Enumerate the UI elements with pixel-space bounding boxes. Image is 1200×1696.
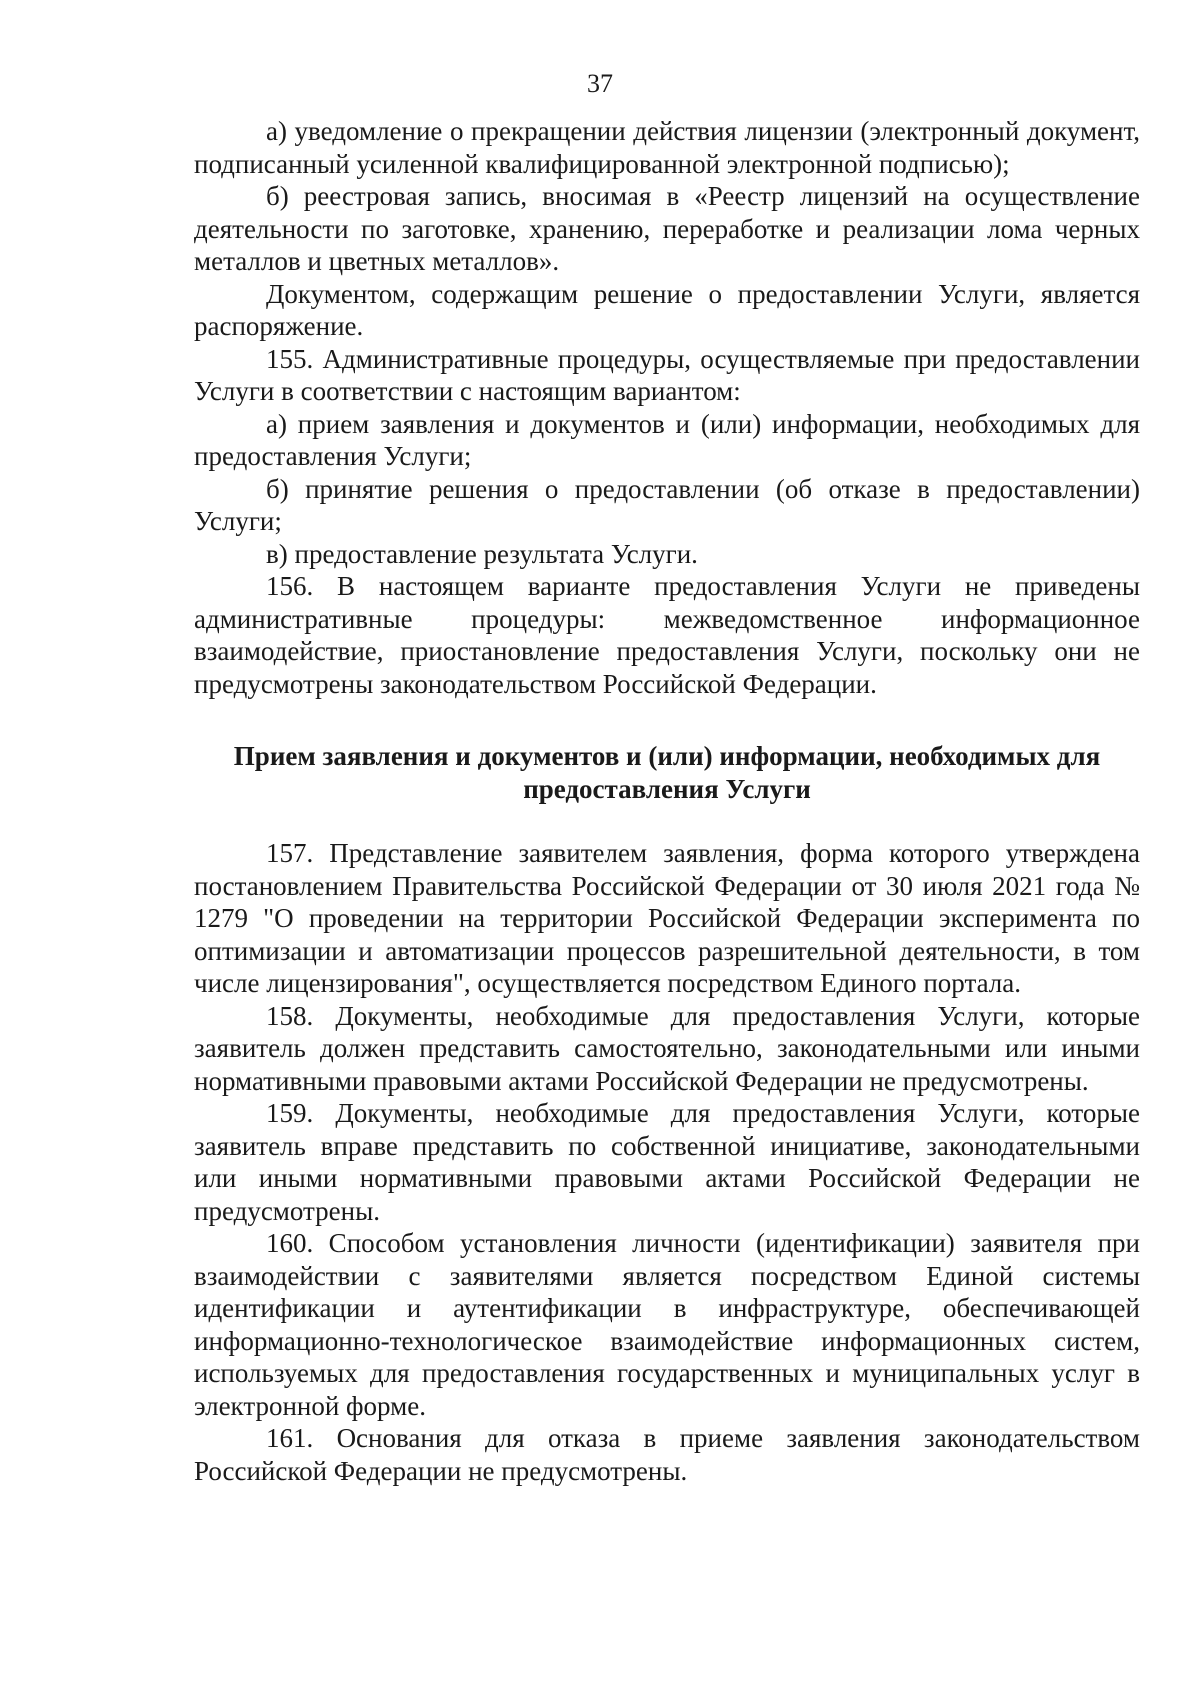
- paragraph-157: 157. Представление заявителем заявления, форма которого утверждена постановлением Правительства Российской Федерации от 30 июля 2021 года № 1279 "О проведении на территории Российской Федерации эксперимента по оптимизации и автоматизации процессов разрешительной деятельности, в том числе лицензирования", осуществляется посредством Единого портала.: [194, 838, 1140, 998]
- paragraph-158: 158. Документы, необходимые для предоставления Услуги, которые заявитель должен представить самостоятельно, законодательными или иными нормативными правовыми актами Российской Федерации не предусмотрены.: [194, 1000, 1140, 1096]
- paragraph-155-b: б) принятие решения о предоставлении (об отказе в предоставлении) Услуги;: [194, 473, 1140, 536]
- paragraph-registry-entry: б) реестровая запись, вносимая в «Реестр лицензий на осуществление деятельности по заготовке, хранению, переработке и реализации лома черных металлов и цветных металлов».: [194, 181, 1140, 276]
- paragraph-161: 161. Основания для отказа в приеме заявления законодательством Российской Федерации не предусмотрены.: [194, 1423, 1140, 1486]
- document-body: [194, 115, 1140, 1487]
- paragraph-decision-document: Документом, содержащим решение о предоставлении Услуги, является распоряжение.: [194, 278, 1140, 341]
- paragraph-160: 160. Способом установления личности (идентификации) заявителя при взаимодействии с заявителями является посредством Единой системы идентификации и аутентификации в инфраструктуре, обеспечивающей информационно-технологическое взаимодействие информационных систем, используемых для предоставления государственных и муниципальных услуг в электронной форме.: [194, 1228, 1140, 1421]
- section-heading-line-1: Прием заявления и документов и (или) информации, необходимых для: [233, 741, 1101, 771]
- section-heading: [194, 740, 1140, 805]
- section-heading-line-2: предоставления Услуги: [523, 773, 811, 804]
- paragraph-155: 155. Административные процедуры, осуществляемые при предоставлении Услуги в соответствии с настоящим вариантом:: [194, 343, 1140, 406]
- paragraph-notification: а) уведомление о прекращении действия лицензии (электронный документ, подписанный усиленной квалифицированной электронной подписью);: [194, 116, 1140, 179]
- paragraph-155-a: а) прием заявления и документов и (или) информации, необходимых для предоставления Услуги;: [194, 408, 1140, 471]
- paragraph-159: 159. Документы, необходимые для предоставления Услуги, которые заявитель вправе представить по собственной инициативе, законодательными или иными нормативными правовыми актами Российской Федерации не предусмотрены.: [194, 1098, 1140, 1226]
- paragraph-155-v: в) предоставление результата Услуги.: [266, 538, 698, 569]
- paragraph-156: 156. В настоящем варианте предоставления Услуги не приведены административные процедуры: межведомственное информационное взаимодействие, приостановление предоставления Услуги, поскольку они не предусмотрены законодательством Российской Федерации.: [194, 571, 1140, 699]
- page-number: 37: [587, 69, 613, 98]
